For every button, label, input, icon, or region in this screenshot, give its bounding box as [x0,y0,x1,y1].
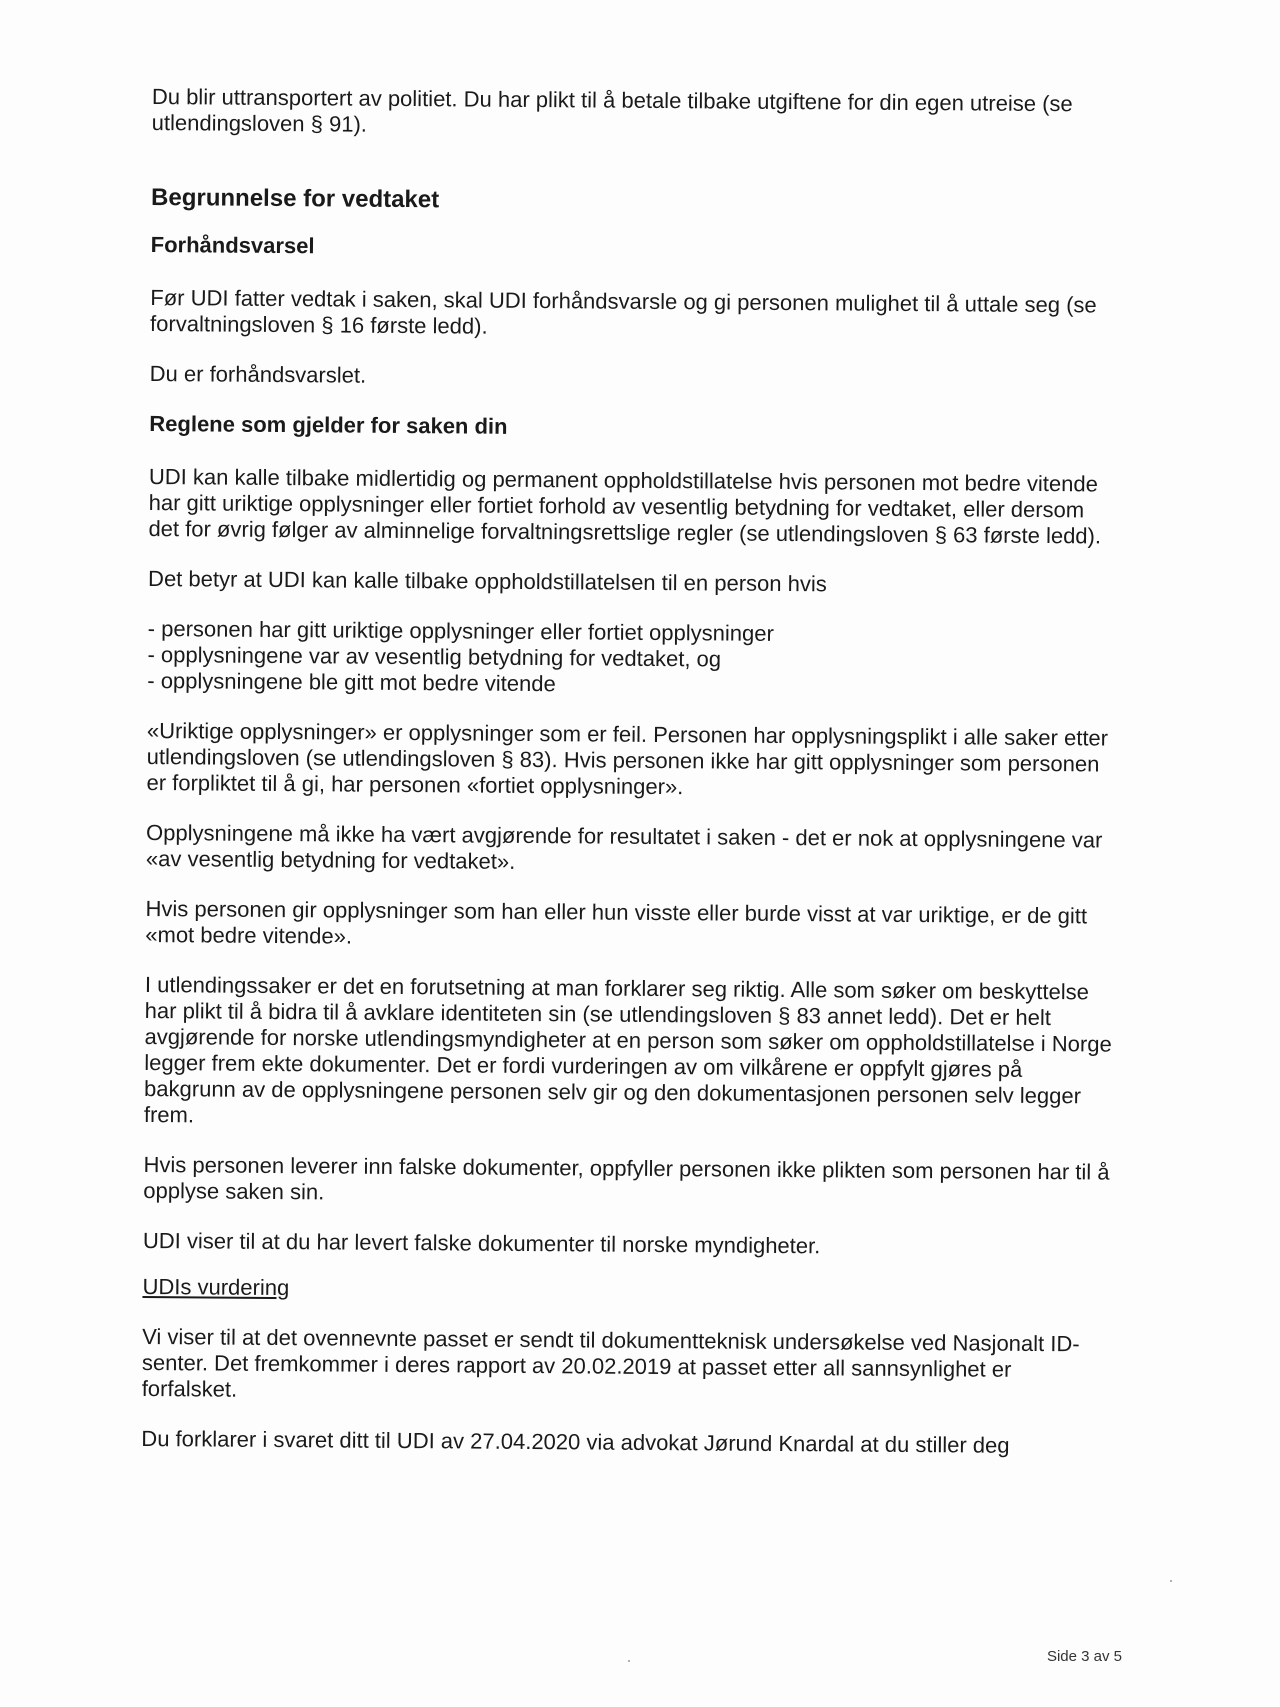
scan-speck [628,1660,630,1662]
paragraph-viser: UDI viser til at du har levert falske dokumenter til norske myndigheter. [142,1227,821,1259]
intro-paragraph: Du blir uttransportert av politiet. Du har plikt til å betale tilbake utgiftene for din egen utreise (se utlendingsloven § 91). [151,84,1073,137]
heading-regler: Reglene som gjelder for saken din [149,410,508,439]
list-item: - personen har gitt uriktige opplysninger eller fortiet opplysninger [147,615,774,646]
heading-udis-vurdering: UDIs vurdering [142,1273,290,1301]
paragraph-varslet: Du er forhåndsvarslet. [149,360,367,388]
paragraph-avgjorende: Opplysningene må ikke ha vært avgjørende for resultatet i saken - det er nok at opplysningene var «av vesentlig betydning for vedtaket». [145,819,1103,874]
list-item: - opplysningene var av vesentlig betydning for vedtaket, og [147,641,722,672]
paragraph-uriktige: «Uriktige opplysninger» er opplysninger som er feil. Personen har opplysningsplikt i alle saker etter utlendingsloven (se utlendingsloven § 83). Hvis personen ikke har gitt opplysninger som personen er forpliktet til å gi, har personen «fortiet opplysninger». [146,717,1109,800]
paragraph-betyr: Det betyr at UDI kan kalle tilbake oppholdstillatelsen til en person hvis [148,565,827,597]
paragraph-passet: Vi viser til at det ovennevnte passet er sendt til dokumentteknisk undersøkelse ved Nasjonalt ID-senter. Det fremkommer i deres rapport av 20.02.2019 at passet etter all sannsynlighet er forfalsket. [141,1323,1080,1402]
paragraph-utlendingssaker: I utlendingssaker er det en forutsetning at man forklarer seg riktig. Alle som søker om beskyttelse har plikt til å bidra til å avklare identiteten sin (se utlendingsloven § 83 annet ledd). Det er helt avgjørende for norske utlendingsmyndigheter at en person som søker om oppholdstillatelse i Norge legger frem ekte dokumenter. Det er fordi vurderingen av om vilkårene er oppfylt gjøres på bakgrunn av de opplysningene personen selv gir og den dokumentasjonen personen selv legger frem. [143,971,1112,1128]
heading-begrunnelse: Begrunnelse for vedtaket [151,183,440,214]
page-number: Side 3 av 5 [1046,1648,1122,1665]
heading-forhandsvarsel: Forhåndsvarsel [150,231,315,259]
conditions-list [147,616,1118,702]
paragraph-falske: Hvis personen leverer inn falske dokumenter, oppfyller personen ikke plikten som personen har til å opplyse saken sin. [143,1151,1110,1205]
paragraph-forklarer: Du forklarer i svaret ditt til UDI av 27.04.2020 via advokat Jørund Knardal at du stiller deg [141,1425,1010,1458]
scan-speck [1170,1580,1172,1582]
document-body [141,84,1122,1460]
list-item: - opplysningene ble gitt mot bedre vitende [147,667,556,697]
paragraph-regler: UDI kan kalle tilbake midlertidig og permanent oppholdstillatelse hvis personen mot bedre vitende har gitt uriktige opplysninger eller fortiet forhold av vesentlig betydning for vedtaket, eller dersom det for øvrig følger av alminnelige forvaltningsrettslige regler (se utlendingsloven § 63 første ledd). [148,463,1102,549]
paragraph-mot-bedre-vitende: Hvis personen gir opplysninger som han eller hun visste eller burde visst at var uriktige, er de gitt «mot bedre vitende». [145,895,1088,949]
paragraph-forhandsvarsel: Før UDI fatter vedtak i saken, skal UDI forhåndsvarsle og gi personen mulighet til å uttale seg (se forvaltningsloven § 16 første ledd). [150,284,1097,339]
